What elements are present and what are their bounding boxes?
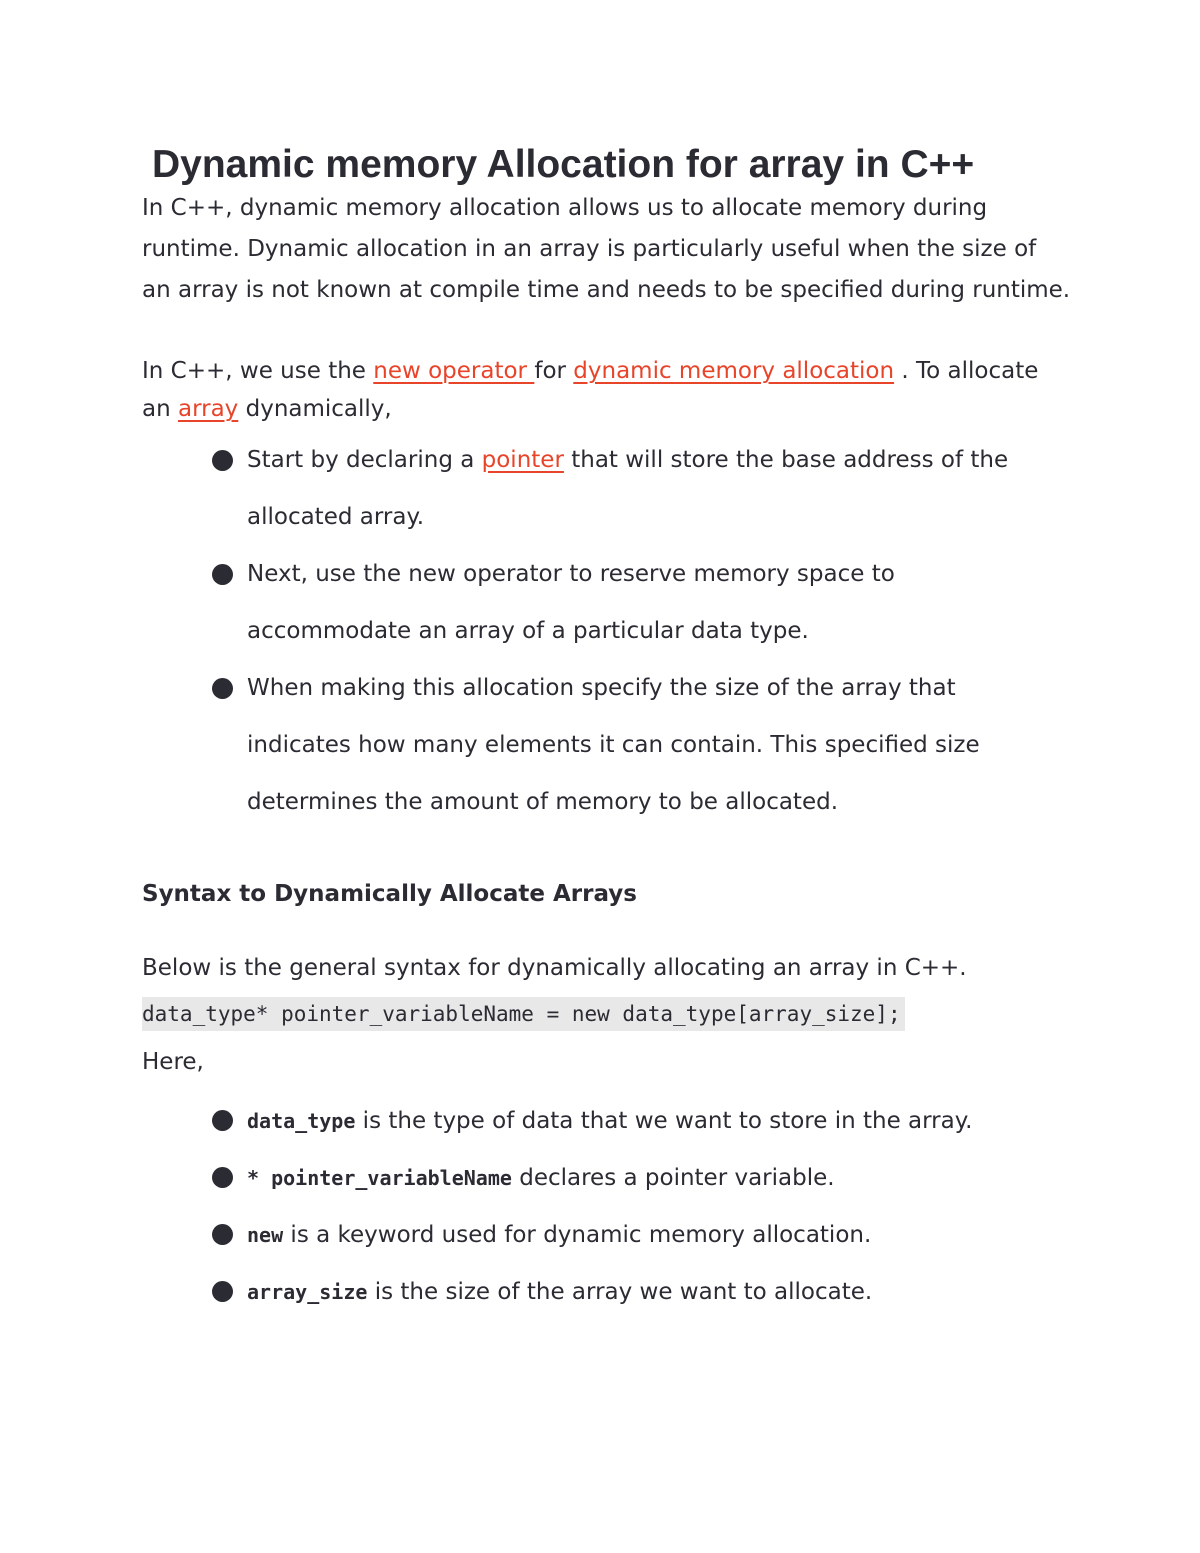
usage-paragraph [142,352,1072,428]
list-item [212,432,1062,546]
terms-list [212,1093,1062,1321]
bullet-icon [212,1224,233,1245]
dynamic-memory-allocation-link[interactable]: dynamic memory allocation [573,358,895,384]
usage-suffix: dynamically, [238,396,392,422]
bullet-icon [212,1167,233,1188]
list-item [212,1207,1062,1264]
bullet-icon [212,1110,233,1131]
syntax-heading: Syntax to Dynamically Allocate Arrays [142,881,637,907]
usage-mid2: . To allocate an [142,358,1039,422]
term-description: is a keyword used for dynamic memory allocation. [283,1222,872,1248]
term-keyword: array_size [247,1280,368,1304]
new-operator-link[interactable]: new operator [373,358,535,384]
page-title: Dynamic memory Allocation for array in C++ [152,143,975,186]
list-item [212,660,1062,831]
step1-before: Start by declaring a [247,447,482,473]
list-item [212,1264,1062,1321]
term-description: is the type of data that we want to store in the array. [355,1108,973,1134]
intro-paragraph: In C++, dynamic memory allocation allows us to allocate memory during runtime. Dynamic allocation in an array is particularly useful when the size of an array is not known at compile time and needs to be specified during runtime. [142,195,1071,303]
step1-after: that will store the base address of the allocated array. [247,447,1009,530]
term-description: declares a pointer variable. [511,1165,835,1191]
usage-prefix: In C++, we use the [142,358,374,384]
step2-text: Next, use the new operator to reserve memory space to accommodate an array of a particular data type. [247,561,895,644]
here-label: Here, [142,1049,204,1075]
pointer-link[interactable]: pointer [481,447,564,473]
term-keyword: * pointer_variableName [247,1166,512,1190]
bullet-icon [212,678,233,699]
bullet-icon [212,564,233,585]
list-item [212,546,1062,660]
bullet-icon [212,450,233,471]
term-description: is the size of the array we want to allocate. [367,1279,873,1305]
bullet-icon [212,1281,233,1302]
list-item [212,1150,1062,1207]
term-keyword: data_type [247,1109,356,1133]
syntax-code-block: data_type* pointer_variableName = new data_type[array_size]; [142,997,905,1031]
steps-list [212,432,1062,831]
list-item [212,1093,1062,1150]
array-link[interactable]: array [177,396,239,422]
term-keyword: new [247,1223,284,1247]
syntax-description: Below is the general syntax for dynamically allocating an array in C++. [142,955,967,981]
step3-text: When making this allocation specify the size of the array that indicates how many elements it can contain. This specified size determines the amount of memory to be allocated. [247,675,980,815]
usage-mid1: for [534,358,574,384]
